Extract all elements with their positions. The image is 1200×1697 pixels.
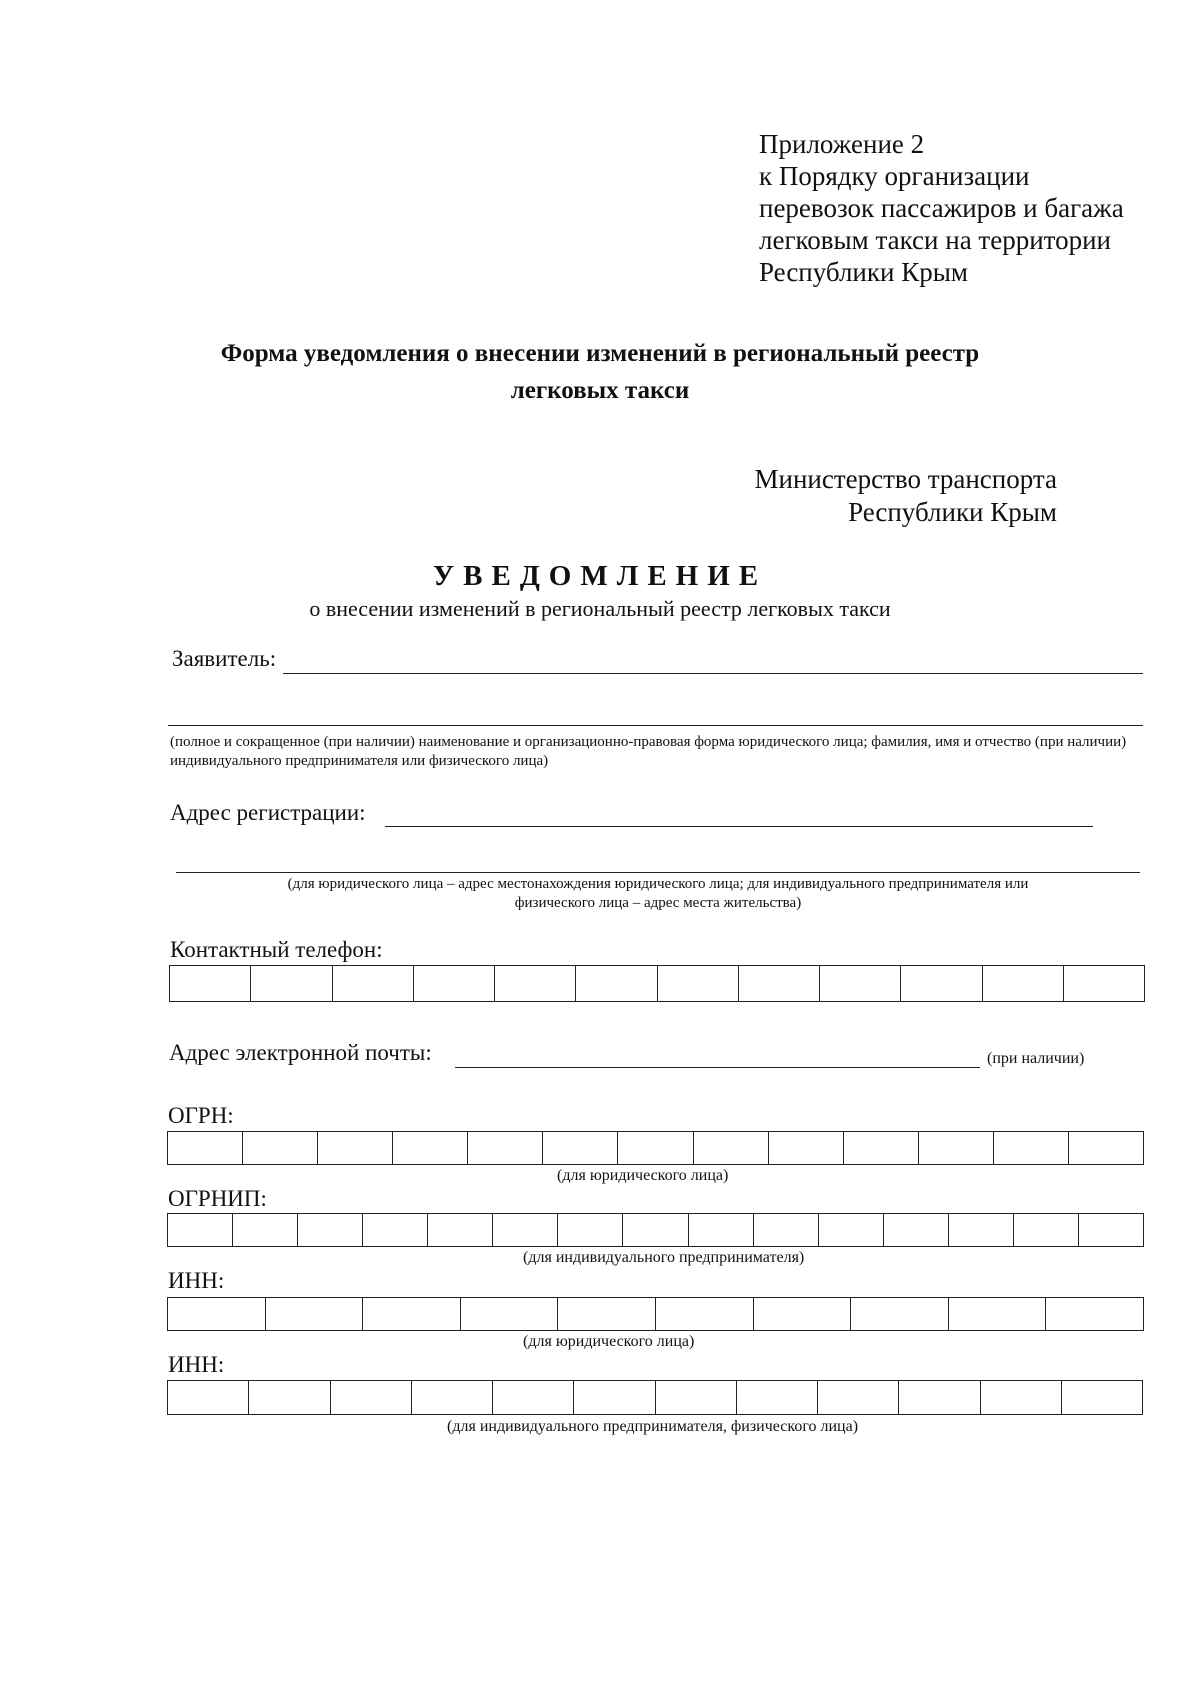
applicant-field-continued[interactable] <box>168 725 1143 726</box>
form-title <box>160 335 1040 409</box>
digit-cell[interactable] <box>1069 1132 1143 1164</box>
digit-cell[interactable] <box>493 1381 574 1414</box>
digit-cell[interactable] <box>983 966 1064 1001</box>
digit-cell[interactable] <box>656 1381 737 1414</box>
applicant-field[interactable] <box>283 673 1143 674</box>
address-field-continued[interactable] <box>176 872 1140 873</box>
digit-cell[interactable] <box>393 1132 468 1164</box>
digit-cell[interactable] <box>333 966 414 1001</box>
digit-cell[interactable] <box>658 966 739 1001</box>
digit-cell[interactable] <box>754 1298 852 1330</box>
digit-cell[interactable] <box>737 1381 818 1414</box>
appendix-line: Приложение 2 <box>759 129 925 159</box>
digit-cell[interactable] <box>468 1132 543 1164</box>
digit-cell[interactable] <box>1014 1214 1079 1246</box>
ogrn-label: ОГРН: <box>168 1103 234 1128</box>
digit-cell[interactable] <box>844 1132 919 1164</box>
digit-cell[interactable] <box>819 1214 884 1246</box>
ogrn-caption: (для юридического лица) <box>557 1167 729 1184</box>
address-hint-line: физического лица – адрес места жительства) <box>514 895 802 911</box>
digit-cell[interactable] <box>899 1381 980 1414</box>
appendix-line: перевозок пассажиров и багажа <box>759 193 1124 223</box>
digit-cell[interactable] <box>298 1214 363 1246</box>
recipient-block <box>755 463 1057 529</box>
digit-cell[interactable] <box>981 1381 1062 1414</box>
digit-cell[interactable] <box>412 1381 493 1414</box>
digit-cell[interactable] <box>363 1214 428 1246</box>
notice-heading: УВЕДОМЛЕНИЕ <box>432 560 768 592</box>
digit-cell[interactable] <box>618 1132 693 1164</box>
digit-cell[interactable] <box>249 1381 330 1414</box>
digit-cell[interactable] <box>656 1298 754 1330</box>
digit-cell[interactable] <box>919 1132 994 1164</box>
digit-cell[interactable] <box>574 1381 655 1414</box>
digit-cell[interactable] <box>1064 966 1144 1001</box>
email-optional-note: (при наличии) <box>987 1050 1085 1067</box>
notice-subheading: о внесении изменений в региональный реестр легковых такси <box>309 596 891 621</box>
digit-cell[interactable] <box>170 966 251 1001</box>
digit-cell[interactable] <box>851 1298 949 1330</box>
email-label: Адрес электронной почты: <box>169 1040 432 1065</box>
digit-cell[interactable] <box>558 1298 656 1330</box>
appendix-line: к Порядку организации <box>759 161 1030 191</box>
digit-cell[interactable] <box>543 1132 618 1164</box>
digit-cell[interactable] <box>168 1381 249 1414</box>
digit-cell[interactable] <box>694 1132 769 1164</box>
digit-cell[interactable] <box>493 1214 558 1246</box>
digit-cell[interactable] <box>739 966 820 1001</box>
ogrn-cells[interactable] <box>167 1131 1144 1165</box>
email-field[interactable] <box>455 1067 980 1068</box>
phone-label: Контактный телефон: <box>170 937 383 962</box>
address-label: Адрес регистрации: <box>170 800 366 825</box>
phone-cells[interactable] <box>169 965 1145 1002</box>
digit-cell[interactable] <box>243 1132 318 1164</box>
digit-cell[interactable] <box>689 1214 754 1246</box>
digit-cell[interactable] <box>414 966 495 1001</box>
appendix-line: легковым такси на территории <box>759 225 1112 255</box>
ogrnip-caption: (для индивидуального предпринимателя) <box>523 1249 805 1266</box>
digit-cell[interactable] <box>428 1214 493 1246</box>
address-hint-line: (для юридического лица – адрес местонахождения юридического лица; для индивидуального предпринимателя или <box>287 876 1029 892</box>
address-hint <box>170 875 1146 913</box>
digit-cell[interactable] <box>331 1381 412 1414</box>
form-title-line: легковых такси <box>510 377 690 404</box>
digit-cell[interactable] <box>1046 1298 1143 1330</box>
digit-cell[interactable] <box>820 966 901 1001</box>
recipient-line: Республики Крым <box>848 497 1057 527</box>
form-title-line: Форма уведомления о внесении изменений в региональный реестр <box>220 340 980 367</box>
ogrnip-label: ОГРНИП: <box>168 1186 267 1211</box>
digit-cell[interactable] <box>994 1132 1069 1164</box>
digit-cell[interactable] <box>1079 1214 1143 1246</box>
digit-cell[interactable] <box>949 1214 1014 1246</box>
ogrnip-cells[interactable] <box>167 1213 1144 1247</box>
digit-cell[interactable] <box>558 1214 623 1246</box>
digit-cell[interactable] <box>901 966 982 1001</box>
digit-cell[interactable] <box>266 1298 364 1330</box>
digit-cell[interactable] <box>251 966 332 1001</box>
appendix-line: Республики Крым <box>759 257 968 287</box>
digit-cell[interactable] <box>168 1214 233 1246</box>
digit-cell[interactable] <box>884 1214 949 1246</box>
inn-individual-cells[interactable] <box>167 1380 1143 1415</box>
digit-cell[interactable] <box>318 1132 393 1164</box>
digit-cell[interactable] <box>495 966 576 1001</box>
digit-cell[interactable] <box>949 1298 1047 1330</box>
inn-legal-cells[interactable] <box>167 1297 1144 1331</box>
digit-cell[interactable] <box>818 1381 899 1414</box>
inn-individual-label: ИНН: <box>168 1352 225 1377</box>
inn-legal-caption: (для юридического лица) <box>523 1333 695 1350</box>
inn-legal-label: ИНН: <box>168 1268 225 1293</box>
recipient-line: Министерство транспорта <box>754 464 1057 494</box>
digit-cell[interactable] <box>623 1214 688 1246</box>
appendix-reference <box>759 128 1124 288</box>
digit-cell[interactable] <box>363 1298 461 1330</box>
digit-cell[interactable] <box>233 1214 298 1246</box>
digit-cell[interactable] <box>769 1132 844 1164</box>
digit-cell[interactable] <box>168 1298 266 1330</box>
address-field[interactable] <box>385 826 1093 827</box>
inn-individual-caption: (для индивидуального предпринимателя, физического лица) <box>447 1418 859 1435</box>
digit-cell[interactable] <box>461 1298 559 1330</box>
digit-cell[interactable] <box>168 1132 243 1164</box>
applicant-hint: (полное и сокращенное (при наличии) наименование и организационно-правовая форма юридического лица; фамилия, имя и отчество (при наличии) индивидуального предпринимателя или физического лица) <box>170 734 1127 769</box>
digit-cell[interactable] <box>576 966 657 1001</box>
digit-cell[interactable] <box>1062 1381 1142 1414</box>
digit-cell[interactable] <box>754 1214 819 1246</box>
applicant-label: Заявитель: <box>172 646 277 671</box>
